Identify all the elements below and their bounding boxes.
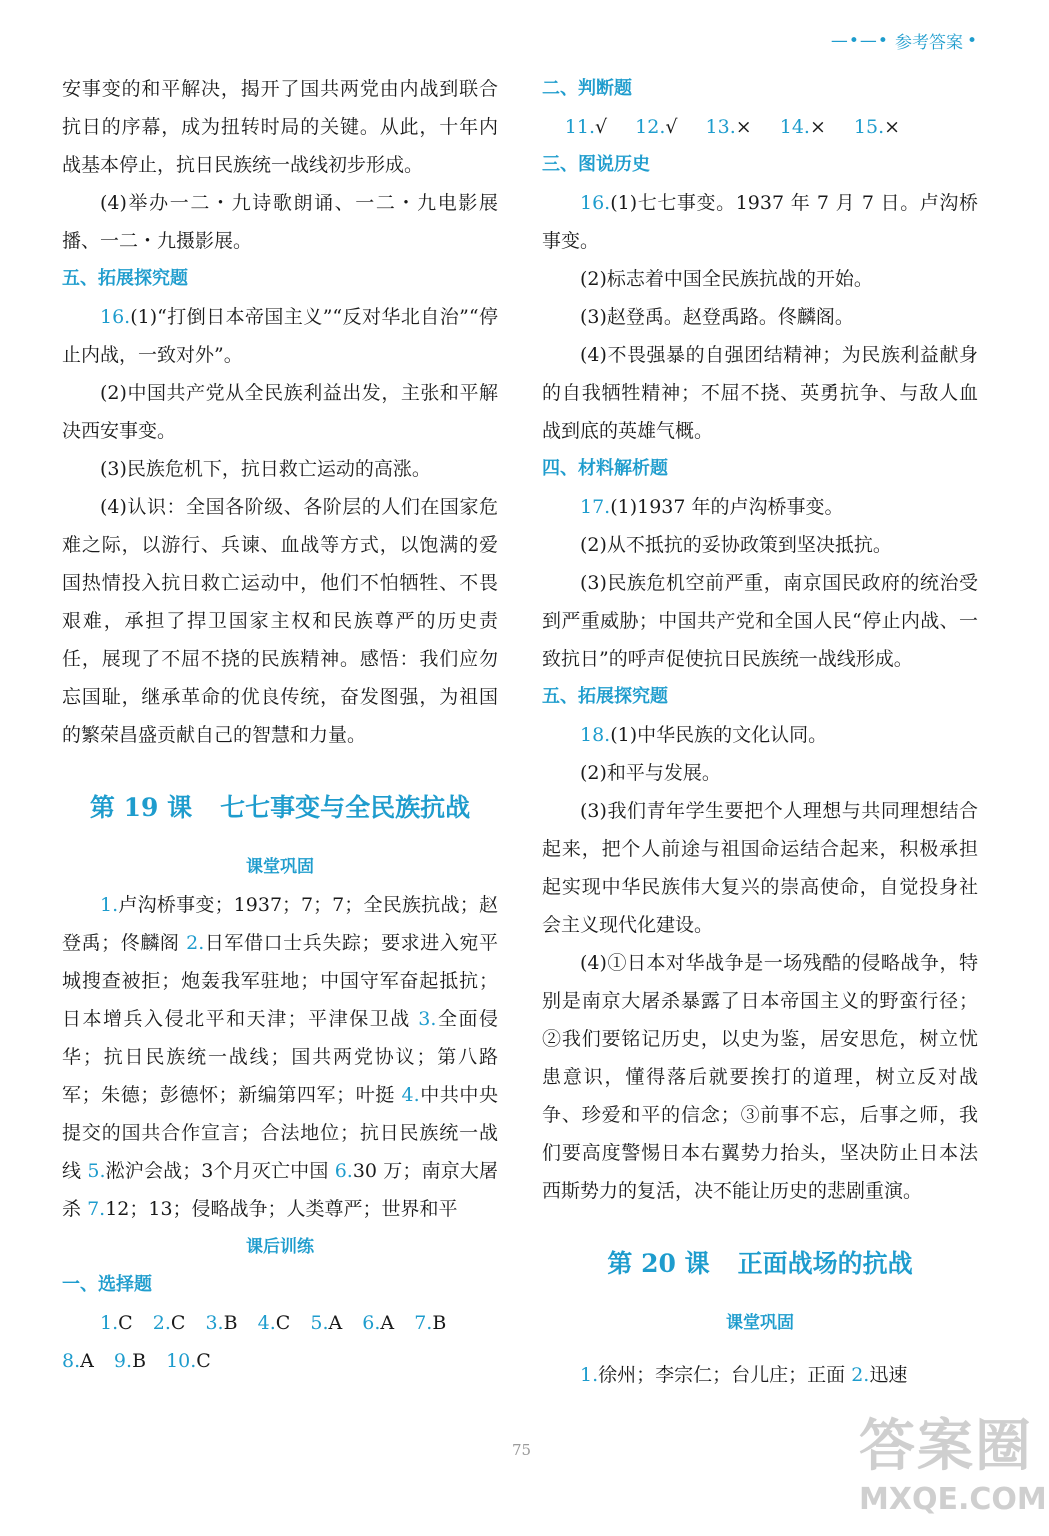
paragraph: 安事变的和平解决，揭开了国共两党由内战到联合抗日的序幕，成为扭转时局的关键。从此，十年内战基本停止，抗日民族统一战线初步形成。 (62, 78, 498, 176)
answer-text: 全面侵华；抗日民族统一战线；国共两党协议；第八路军；朱德；彭德怀；新编第四军；叶挺 (62, 1008, 498, 1106)
lesson-19-title (62, 788, 498, 828)
section-heading: 五、拓展探究题 (62, 268, 188, 289)
question-number: 18. (580, 724, 611, 746)
choice-answer: A (328, 1312, 343, 1334)
ke-tang-answers (542, 1356, 978, 1394)
answer-16-2: (2)中国共产党从全民族利益出发，主张和平解决西安事变。 (62, 382, 498, 442)
subsection-heading: 课后训练 (246, 1237, 314, 1257)
answer-16-4: (4)不畏强暴的自强团结精神；为民族利益献身的自我牺牲精神；不屈不挠、英勇抗争、与敌人血战到底的英雄气概。 (542, 344, 978, 442)
answer-17-3: (3)民族危机空前严重，南京国民政府的统治受到严重威胁；中国共产党和全国人民“停止内战、一致抗日”的呼声促使抗日民族统一战线形成。 (542, 572, 978, 670)
question-number: 6. (334, 1160, 353, 1182)
answer-18-3: (3)我们青年学生要把个人理想与共同理想结合起来，把个人前途与祖国命运结合起来，积极承担起实现中华民族伟大复兴的崇高使命，自觉投身社会主义现代化建设。 (542, 800, 978, 936)
lesson-number: 第 20 课 (607, 1249, 710, 1278)
answer-18-2: (2)和平与发展。 (580, 762, 721, 784)
question-number: 5. (87, 1160, 106, 1182)
answer-text: 中共中央提交的国共合作宣言；合法地位；抗日民族统一战线 (62, 1084, 498, 1182)
left-column (62, 70, 498, 1380)
section-heading: 三、图说历史 (542, 154, 650, 175)
paragraph: (4)举办一二・九诗歌朗诵、一二・九电影展播、一二・九摄影展。 (62, 192, 498, 252)
answer-text: 淞沪会战；3个月灭亡中国 (105, 1160, 329, 1182)
answer-16-1 (542, 184, 978, 260)
answer-16-1 (62, 298, 498, 374)
question-number: 3. (205, 1312, 224, 1334)
question-number: 9. (113, 1350, 133, 1372)
header-decoration: —•—• (830, 30, 889, 51)
answer-16-3: (3)赵登禹。赵登禹路。佟麟阁。 (580, 306, 854, 328)
question-number: 17. (580, 496, 611, 518)
question-number: 1. (100, 894, 119, 916)
question-number: 7. (414, 1312, 433, 1334)
choice-answer: B (132, 1350, 147, 1372)
section-heading: 二、判断题 (542, 78, 632, 99)
question-number: 11. (564, 116, 596, 138)
choice-answers-row (62, 1304, 498, 1342)
page-number: 75 (512, 1441, 532, 1459)
answer-text: (1)1937 年的卢沟桥事变。 (610, 496, 844, 518)
question-number: 14. (779, 116, 810, 138)
page-header (831, 28, 977, 53)
choice-answers-row (62, 1342, 498, 1380)
answer-17-1 (542, 488, 978, 526)
answer-18-1 (542, 716, 978, 754)
answer-16-4: (4)认识：全国各阶级、各阶层的人们在国家危难之际，以游行、兵谏、血战等方式，以饱满的爱国热情投入抗日救亡运动中，他们不怕牺牲、不畏艰难，承担了捍卫国家主权和民族尊严的历史责任，展现了不屈不挠的民族精神。感悟：我们应勿忘国耻，继承革命的优良传统，奋发图强，为祖国的繁荣昌盛贡献自己的智慧和力量。 (62, 496, 498, 746)
answer-16-3: (3)民族危机下，抗日救亡运动的高涨。 (100, 458, 431, 480)
watermark-logo (859, 1412, 1047, 1530)
question-number: 4. (401, 1084, 420, 1106)
watermark-url: MXQE.COM (859, 1482, 1047, 1517)
question-number: 5. (310, 1312, 329, 1334)
answer-text: 迅速 (869, 1364, 908, 1386)
question-number: 6. (362, 1312, 381, 1334)
lesson-name: 七七事变与全民族抗战 (220, 793, 471, 822)
tf-answer: × (884, 116, 901, 138)
header-decoration-end: • (966, 30, 977, 51)
answer-17-2: (2)从不抵抗的妥协政策到坚决抵抗。 (580, 534, 892, 556)
question-number: 12. (635, 116, 666, 138)
tf-answer: √ (595, 116, 608, 138)
question-number: 8. (62, 1350, 81, 1372)
answer-text: 12；13；侵略战争；人类尊严；世界和平 (105, 1198, 458, 1220)
answer-text: (1)七七事变。1937 年 7 月 7 日。卢沟桥事变。 (542, 192, 978, 252)
section-heading: 一、选择题 (62, 1274, 152, 1295)
answer-text: (1)“打倒日本帝国主义”“反对华北自治”“停止内战，一致对外”。 (62, 306, 498, 366)
lesson-number: 第 19 课 (89, 793, 193, 822)
watermark-text: 答案圈 (859, 1414, 1033, 1479)
subsection-heading: 课堂巩固 (246, 857, 314, 877)
choice-answer: B (432, 1312, 447, 1334)
question-number: 2. (186, 932, 205, 954)
choice-answer: C (196, 1350, 211, 1372)
true-false-answers (542, 108, 978, 146)
question-number: 1. (100, 1312, 119, 1334)
choice-answer: A (380, 1312, 395, 1334)
choice-answer: C (170, 1312, 186, 1334)
choice-answer: C (275, 1312, 291, 1334)
question-number: 15. (853, 116, 885, 138)
section-heading: 四、材料解析题 (542, 458, 668, 479)
question-number: 10. (166, 1350, 197, 1372)
question-number: 2. (851, 1364, 870, 1386)
tf-answer: × (809, 116, 826, 138)
answer-18-4: (4)①日本对华战争是一场残酷的侵略战争，特别是南京大屠杀暴露了日本帝国主义的野蛮行径；②我们要铭记历史，以史为鉴，居安思危，树立忧患意识，懂得落后就要挨打的道理，树立反对战争、珍爱和平的信念；③前事不忘，后事之师，我们要高度警惕日本右翼势力抬头，坚决防止日本法西斯势力的复活，决不能让历史的悲剧重演。 (542, 952, 978, 1202)
tf-answer: √ (665, 116, 678, 138)
subsection-heading: 课堂巩固 (726, 1313, 794, 1333)
right-column (542, 70, 978, 1394)
tf-answer: × (735, 116, 752, 138)
answer-text: 卢沟桥事变；1937；7；7；全民族抗战；赵登禹；佟麟阁 (62, 894, 498, 954)
ke-tang-answers (62, 886, 498, 1228)
answer-text: 日军借口士兵失踪；要求进入宛平城搜查被拒；炮轰我军驻地；中国守军奋起抵抗；日本增兵入侵北平和天津；平津保卫战 (62, 932, 498, 1030)
question-number: 7. (87, 1198, 106, 1220)
section-heading: 五、拓展探究题 (542, 686, 668, 707)
lesson-name: 正面战场的抗战 (737, 1249, 913, 1278)
answer-text: 30 万；南京大屠杀 (62, 1160, 499, 1220)
question-number: 4. (257, 1312, 276, 1334)
choice-answer: B (223, 1312, 238, 1334)
question-number: 2. (152, 1312, 171, 1334)
question-number: 13. (705, 116, 736, 138)
question-number: 16. (100, 306, 131, 328)
header-title: 参考答案 (894, 33, 963, 53)
question-number: 1. (580, 1364, 599, 1386)
question-number: 16. (580, 192, 611, 214)
lesson-20-title (542, 1244, 978, 1284)
answer-text: 徐州；李宗仁；台儿庄；正面 (598, 1364, 846, 1386)
choice-answer: C (118, 1312, 133, 1334)
question-number: 3. (418, 1008, 437, 1030)
choice-answer: A (80, 1350, 94, 1372)
answer-16-2: (2)标志着中国全民族抗战的开始。 (580, 268, 873, 290)
answer-text: (1)中华民族的文化认同。 (610, 724, 828, 746)
